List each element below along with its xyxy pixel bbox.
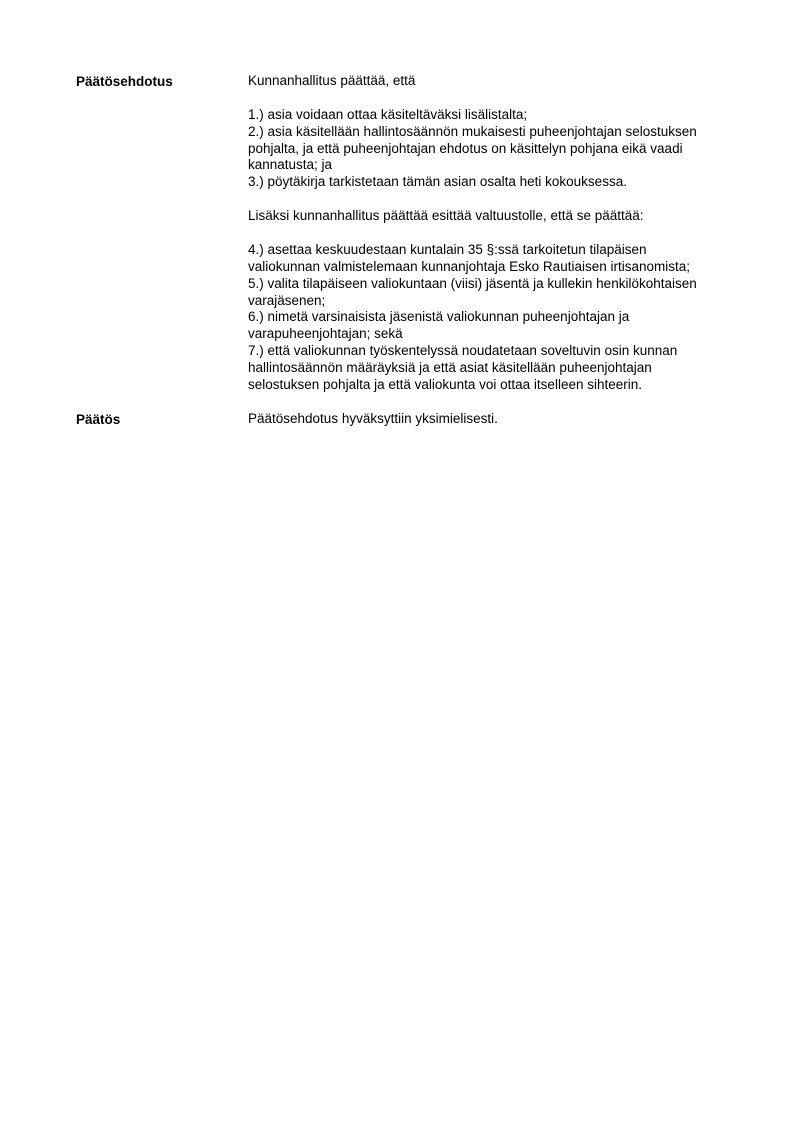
proposal-item-line: 1.) asia voidaan ottaa käsiteltäväksi lisälistalta; (248, 106, 528, 122)
paragraph-gap (248, 225, 748, 242)
proposal-item-line: 7.) että valiokunnan työskentelyssä noudatetaan soveltuvin osin kunnan (248, 343, 678, 359)
proposal-item-line: 6.) nimetä varsinaisista jäsenistä valiokunnan puheenjohtajan ja (248, 309, 630, 325)
proposal-label: Päätösehdotus (76, 74, 173, 89)
paragraph-gap (248, 191, 748, 208)
proposal-item-line: 5.) valita tilapäiseen valiokuntaan (viisi) jäsentä ja kullekin henkilökohtaisen (248, 275, 697, 291)
proposal-item-line: hallintosäännön määräyksiä ja että asiat käsitellään puheenjohtajan (248, 360, 652, 376)
proposal-item-line: 3.) pöytäkirja tarkistetaan tämän asian osalta heti kokouksessa. (248, 174, 627, 190)
proposal-item-line: pohjalta, ja että puheenjohtajan ehdotus on käsittelyn pohjana eikä vaadi (248, 140, 683, 156)
proposal-item-line: varajäsenen; (248, 292, 326, 308)
proposal-item-line: 2.) asia käsitellään hallintosäännön mukaisesti puheenjohtajan selostuksen (248, 123, 697, 139)
proposal-item-line: kannatusta; ja (248, 157, 333, 173)
proposal-intro: Kunnanhallitus päättää, että (248, 73, 416, 88)
proposal-item-line: valiokunnan valmistelemaan kunnanjohtaja Esko Rautiaisen irtisanomista; (248, 258, 690, 274)
proposal-additional: Lisäksi kunnanhallitus päättää esittää valtuustolle, että se päättää: (248, 208, 644, 224)
proposal-item-line: selostuksen pohjalta ja että valiokunta voi ottaa itselleen sihteerin. (248, 377, 642, 393)
proposal-body (248, 73, 748, 394)
decision-body (248, 411, 748, 428)
paragraph-gap (248, 90, 748, 107)
decision-label: Päätös (76, 412, 121, 427)
proposal-item-line: varapuheenjohtajan; sekä (248, 326, 403, 342)
proposal-item-line: 4.) asettaa keskuudestaan kuntalain 35 §:ssä tarkoitetun tilapäisen (248, 241, 647, 257)
decision-text: Päätösehdotus hyväksyttiin yksimielisesti. (248, 411, 498, 426)
